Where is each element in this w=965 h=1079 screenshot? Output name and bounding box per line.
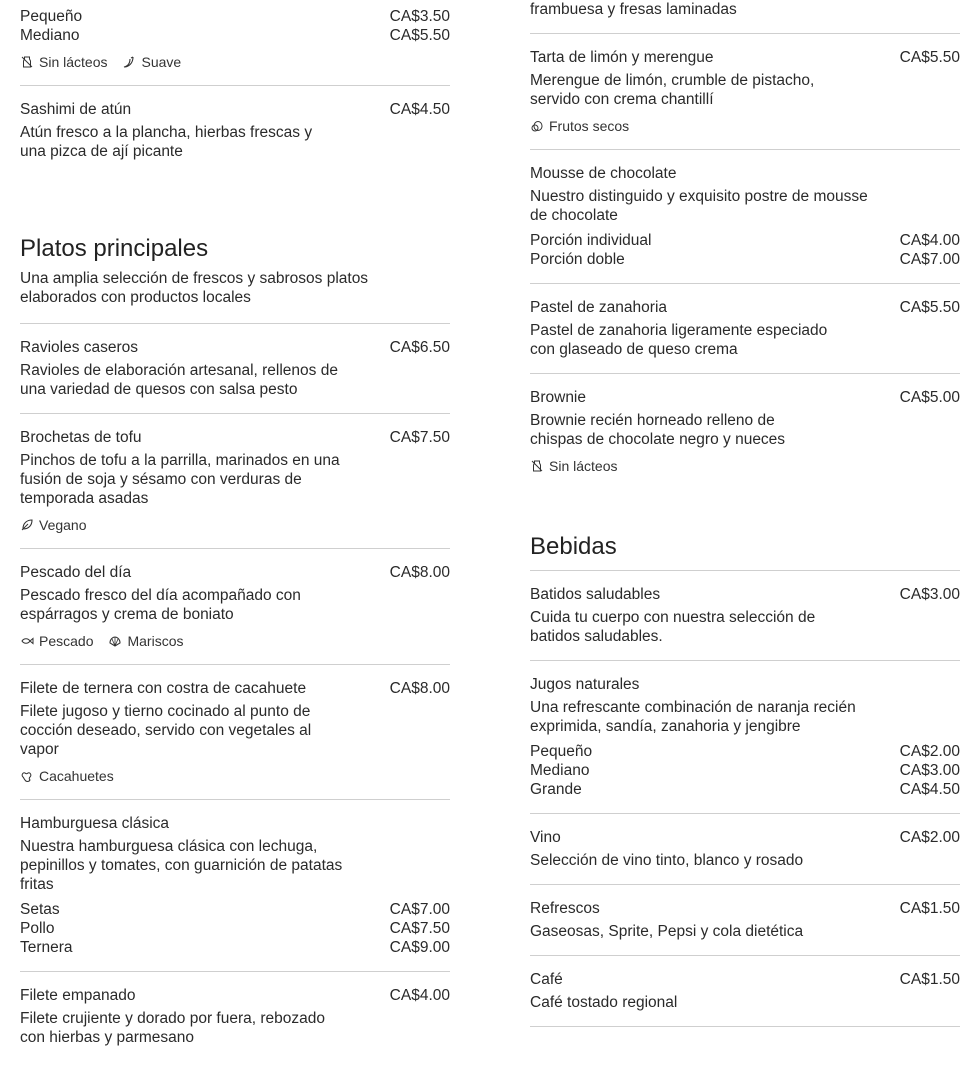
size-row [20,900,450,919]
menu-item-top[interactable] [20,0,450,86]
tag-label: Suave [141,54,182,70]
menu-item-jugos[interactable] [530,661,960,814]
size-price: CA$9.00 [389,939,450,956]
item-name: Pastel de zanahoria [530,299,668,316]
item-name: Sashimi de atún [20,101,132,118]
tag-mild [122,53,181,71]
item-name: Ravioles caseros [20,339,139,356]
item-description: Una refrescante combinación de naranja recién exprimida, sandía, zanahoria y jengibre [530,699,856,735]
item-name: Tarta de limón y merengue [530,49,714,66]
size-row [530,231,960,250]
size-label: Porción individual [530,232,652,249]
size-label: Ternera [20,939,73,956]
size-label: Mediano [530,762,590,779]
item-price: CA$5.00 [899,389,960,406]
item-description: Selección de vino tinto, blanco y rosado [530,852,804,869]
item-description: Nuestra hamburguesa clásica con lechuga, pepinillos y tomates, con guarnición de patatas fritas [20,838,343,893]
menu-item-ternera[interactable] [20,665,450,800]
size-row [530,780,960,799]
menu-item-refrescos[interactable] [530,885,960,956]
size-row [20,938,450,957]
tag-list [530,457,960,475]
item-price: CA$7.50 [389,429,450,446]
tag-list [20,632,450,650]
item-name: Filete empanado [20,987,136,1004]
item-description: frambuesa y fresas laminadas [530,1,737,18]
tag-label: Frutos secos [549,118,630,134]
size-list [530,231,960,269]
fish-icon [20,634,34,648]
item-description: Gaseosas, Sprite, Pepsi y cola dietética [530,923,804,940]
item-name: Filete de ternera con costra de cacahuete [20,680,307,697]
size-price: CA$7.50 [389,920,450,937]
menu-item-ravioles[interactable] [20,324,450,414]
menu-item-tarta-limon[interactable] [530,34,960,150]
size-price: CA$7.00 [389,901,450,918]
section-drinks [530,533,960,571]
menu-item-hamburguesa[interactable] [20,800,450,972]
tag-fish [20,632,93,650]
tag-label: Sin lácteos [39,54,108,70]
item-name: Batidos saludables [530,586,661,603]
size-label: Pequeño [530,743,593,760]
item-price: CA$3.00 [899,586,960,603]
tag-vegan [20,516,87,534]
size-row [20,7,450,26]
menu-item-batidos[interactable] [530,571,960,661]
size-list [530,742,960,799]
item-name: Mousse de chocolate [530,165,677,182]
item-description: Brownie recién horneado relleno de chispas de chocolate negro y nueces [530,412,786,448]
size-list [20,7,450,45]
tag-dairy-free [20,53,107,71]
item-price: CA$4.50 [389,101,450,118]
tag-list [20,516,450,534]
section-mains [20,235,450,324]
tag-peanuts [20,767,114,785]
right-column [530,0,960,1027]
size-price: CA$5.50 [389,27,450,44]
leaf-icon [20,518,34,532]
item-description: Atún fresco a la plancha, hierbas frescas y una pizca de ají picante [20,124,313,160]
menu-item-tofu[interactable] [20,414,450,549]
item-description: Pinchos de tofu a la parrilla, marinados en una fusión de soja y sésamo con verduras de temporada asadas [20,452,340,507]
menu-item-sashimi[interactable] [20,86,450,221]
item-price: CA$8.00 [389,564,450,581]
chili-icon [122,55,136,69]
menu-item-cafe[interactable] [530,956,960,1027]
size-price: CA$4.50 [899,781,960,798]
item-description: Café tostado regional [530,994,678,1011]
item-name: Brownie [530,389,586,406]
size-price: CA$3.50 [389,8,450,25]
tag-label: Pescado [39,633,94,649]
size-label: Pequeño [20,8,83,25]
menu-item-mousse[interactable] [530,150,960,284]
size-row [20,26,450,45]
item-description: Filete jugoso y tierno cocinado al punto de cocción deseado, servido con vegetales al vapor [20,703,312,758]
item-description: Ravioles de elaboración artesanal, rellenos de una variedad de quesos con salsa pesto [20,362,338,398]
item-price: CA$8.00 [389,680,450,697]
section-description: Una amplia selección de frescos y sabrosos platos elaborados con productos locales [20,270,369,306]
item-description: Filete crujiente y dorado por fuera, rebozado con hierbas y parmesano [20,1010,326,1046]
tag-list [20,53,450,71]
menu-item-brownie[interactable] [530,374,960,533]
size-label: Mediano [20,27,80,44]
peanut-icon [20,769,34,783]
tag-label: Mariscos [127,633,184,649]
item-name: Brochetas de tofu [20,429,142,446]
item-price: CA$4.00 [389,987,450,1004]
item-description: Nuestro distinguido y exquisito postre de mousse de chocolate [530,188,868,224]
section-title: Platos principales [20,235,209,262]
size-row [530,250,960,269]
size-row [530,742,960,761]
menu-item-top-right[interactable] [530,0,960,34]
item-name: Refrescos [530,900,600,917]
size-list [20,900,450,957]
item-name: Jugos naturales [530,676,640,693]
tag-list [530,117,960,135]
item-price: CA$1.50 [899,900,960,917]
menu-item-pescado[interactable] [20,549,450,665]
shell-icon [108,634,122,648]
menu-item-filete-empanado[interactable] [20,972,450,1061]
nut-icon [530,119,544,133]
no-dairy-icon [20,55,34,69]
item-description: Pescado fresco del día acompañado con espárragos y crema de boniato [20,587,301,623]
item-name: Hamburguesa clásica [20,815,170,832]
item-price: CA$2.00 [899,829,960,846]
tag-dairy-free [530,457,617,475]
tag-label: Vegano [39,517,87,533]
tag-nuts [530,117,629,135]
item-description: Cuida tu cuerpo con nuestra selección de batidos saludables. [530,609,816,645]
tag-label: Sin lácteos [549,458,618,474]
menu-item-zanahoria[interactable] [530,284,960,374]
size-price: CA$4.00 [899,232,960,249]
no-dairy-icon [530,459,544,473]
left-column [20,0,450,1061]
item-price: CA$5.50 [899,49,960,66]
item-price: CA$6.50 [389,339,450,356]
tag-label: Cacahuetes [39,768,114,784]
item-price: CA$1.50 [899,971,960,988]
item-price: CA$5.50 [899,299,960,316]
tag-list [20,767,450,785]
size-label: Pollo [20,920,55,937]
menu-item-vino[interactable] [530,814,960,885]
section-title: Bebidas [530,533,617,560]
item-description: Pastel de zanahoria ligeramente especiado con glaseado de queso crema [530,322,828,358]
item-name: Vino [530,829,561,846]
size-label: Grande [530,781,582,798]
item-name: Pescado del día [20,564,132,581]
size-price: CA$2.00 [899,743,960,760]
size-label: Porción doble [530,251,625,268]
item-name: Café [530,971,563,988]
size-label: Setas [20,901,60,918]
size-price: CA$7.00 [899,251,960,268]
item-description: Merengue de limón, crumble de pistacho, servido con crema chantillí [530,72,815,108]
size-price: CA$3.00 [899,762,960,779]
size-row [530,761,960,780]
tag-seafood [108,632,183,650]
size-row [20,919,450,938]
